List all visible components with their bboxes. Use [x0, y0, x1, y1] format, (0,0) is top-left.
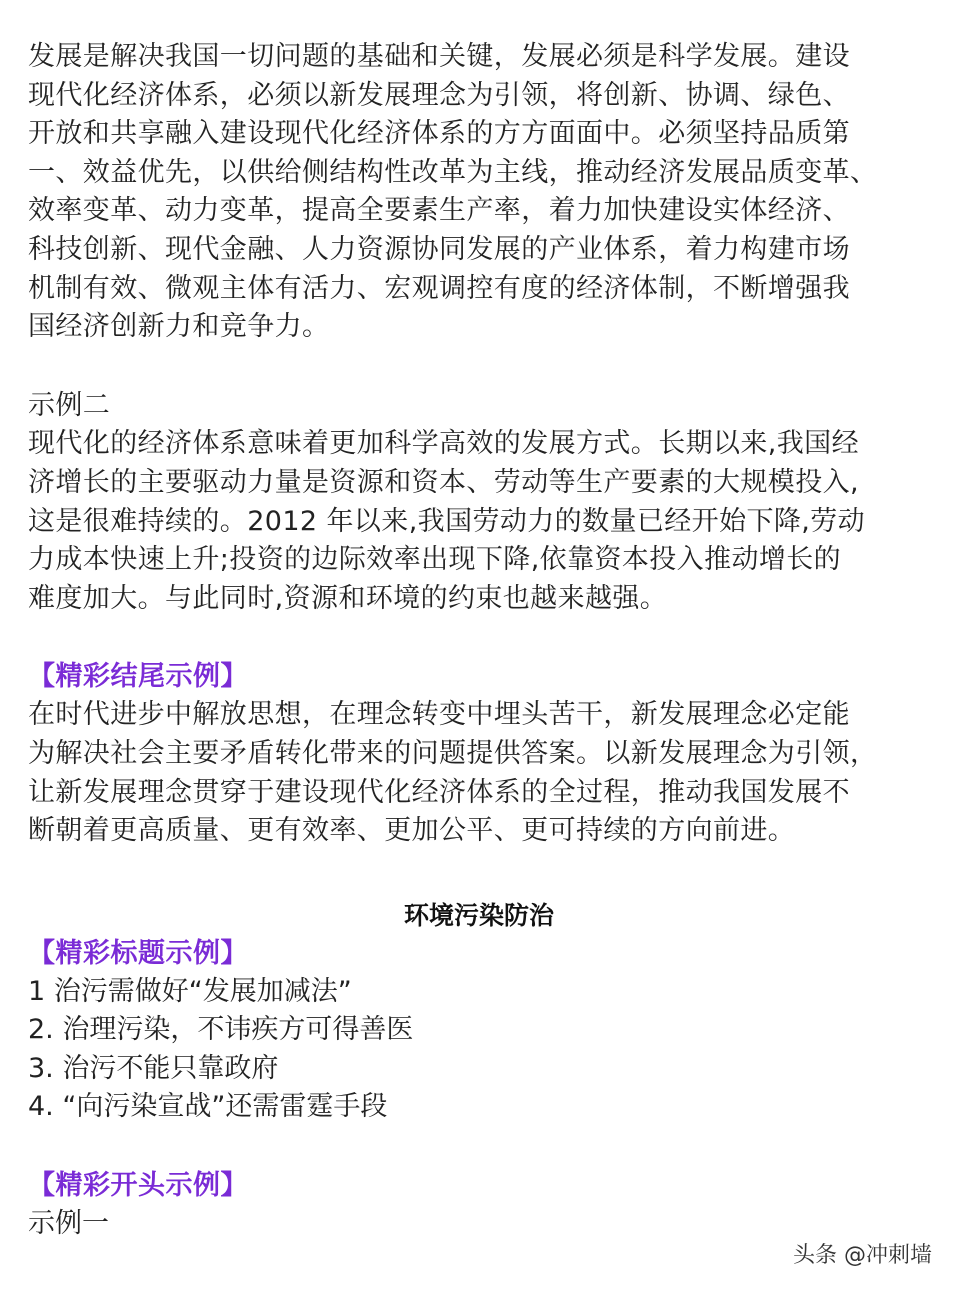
- example-two-line: 这是很难持续的。2012 年以来,我国劳动力的数量已经开始下降,劳动: [28, 505, 866, 537]
- watermark: 头条 @冲刺墙: [793, 1243, 932, 1268]
- example-two-line: 难度加大。与此同时,资源和环境的约束也越来越强。: [28, 582, 668, 614]
- intro-line: 一、效益优先，以供给侧结构性改革为主线，推动经济发展品质变革、: [28, 156, 878, 188]
- ending-line: 在时代进步中解放思想，在理念转变中埋头苦干，新发展理念必定能: [28, 699, 850, 731]
- list-item: 1 治污需做好“发展加减法”: [28, 975, 352, 1007]
- intro-line: 效率变革、动力变革，提高全要素生产率，着力加快建设实体经济、: [28, 195, 850, 227]
- intro-line: 机制有效、微观主体有活力、宏观调控有度的经济体制，不断增强我: [28, 272, 850, 304]
- section-title: 环境污染防治: [403, 900, 554, 930]
- ending-line: 断朝着更高质量、更有效率、更加公平、更可持续的方向前进。: [28, 815, 796, 847]
- example-two-line: 力成本快速上升;投资的边际效率出现下降,依靠资本投入推动增长的: [28, 544, 842, 576]
- intro-line: 国经济创新力和竞争力。: [28, 311, 330, 343]
- opening-examples-heading: 【精彩开头示例】: [28, 1170, 248, 1202]
- opening-example-label: 示例一: [28, 1208, 109, 1240]
- list-item: 3. 治污不能只靠政府: [28, 1052, 279, 1084]
- title-examples-heading: 【精彩标题示例】: [28, 937, 248, 969]
- example-two-line: 现代化的经济体系意味着更加科学高效的发展方式。长期以来,我国经: [28, 428, 859, 460]
- ending-line: 为解决社会主要矛盾转化带来的问题提供答案。以新发展理念为引领，: [28, 737, 878, 769]
- example-two-line: 济增长的主要驱动力量是资源和资本、劳动等生产要素的大规模投入,: [28, 466, 859, 498]
- intro-line: 科技创新、现代金融、人力资源协同发展的产业体系，着力构建市场: [28, 233, 850, 265]
- intro-paragraph: [28, 38, 930, 347]
- intro-line: 开放和共享融入建设现代化经济体系的方方面面中。必须坚持品质第: [28, 118, 850, 150]
- example-two-block: [28, 387, 930, 619]
- ending-line: 让新发展理念贯穿于建设现代化经济体系的全过程，推动我国发展不: [28, 776, 850, 808]
- ending-heading: 【精彩结尾示例】: [28, 661, 248, 693]
- ending-paragraph: [28, 696, 930, 850]
- document-page: [28, 38, 930, 1244]
- intro-line: 现代化经济体系，必须以新发展理念为引领，将创新、协调、绿色、: [28, 79, 850, 111]
- list-item: 2. 治理污染，不讳疾方可得善医: [28, 1014, 414, 1046]
- intro-line: 发展是解决我国一切问题的基础和关键，发展必须是科学发展。建设: [28, 41, 850, 72]
- example-two-label: 示例二: [28, 389, 111, 421]
- list-item: 4. “向污染宣战”还需雷霆手段: [28, 1091, 388, 1123]
